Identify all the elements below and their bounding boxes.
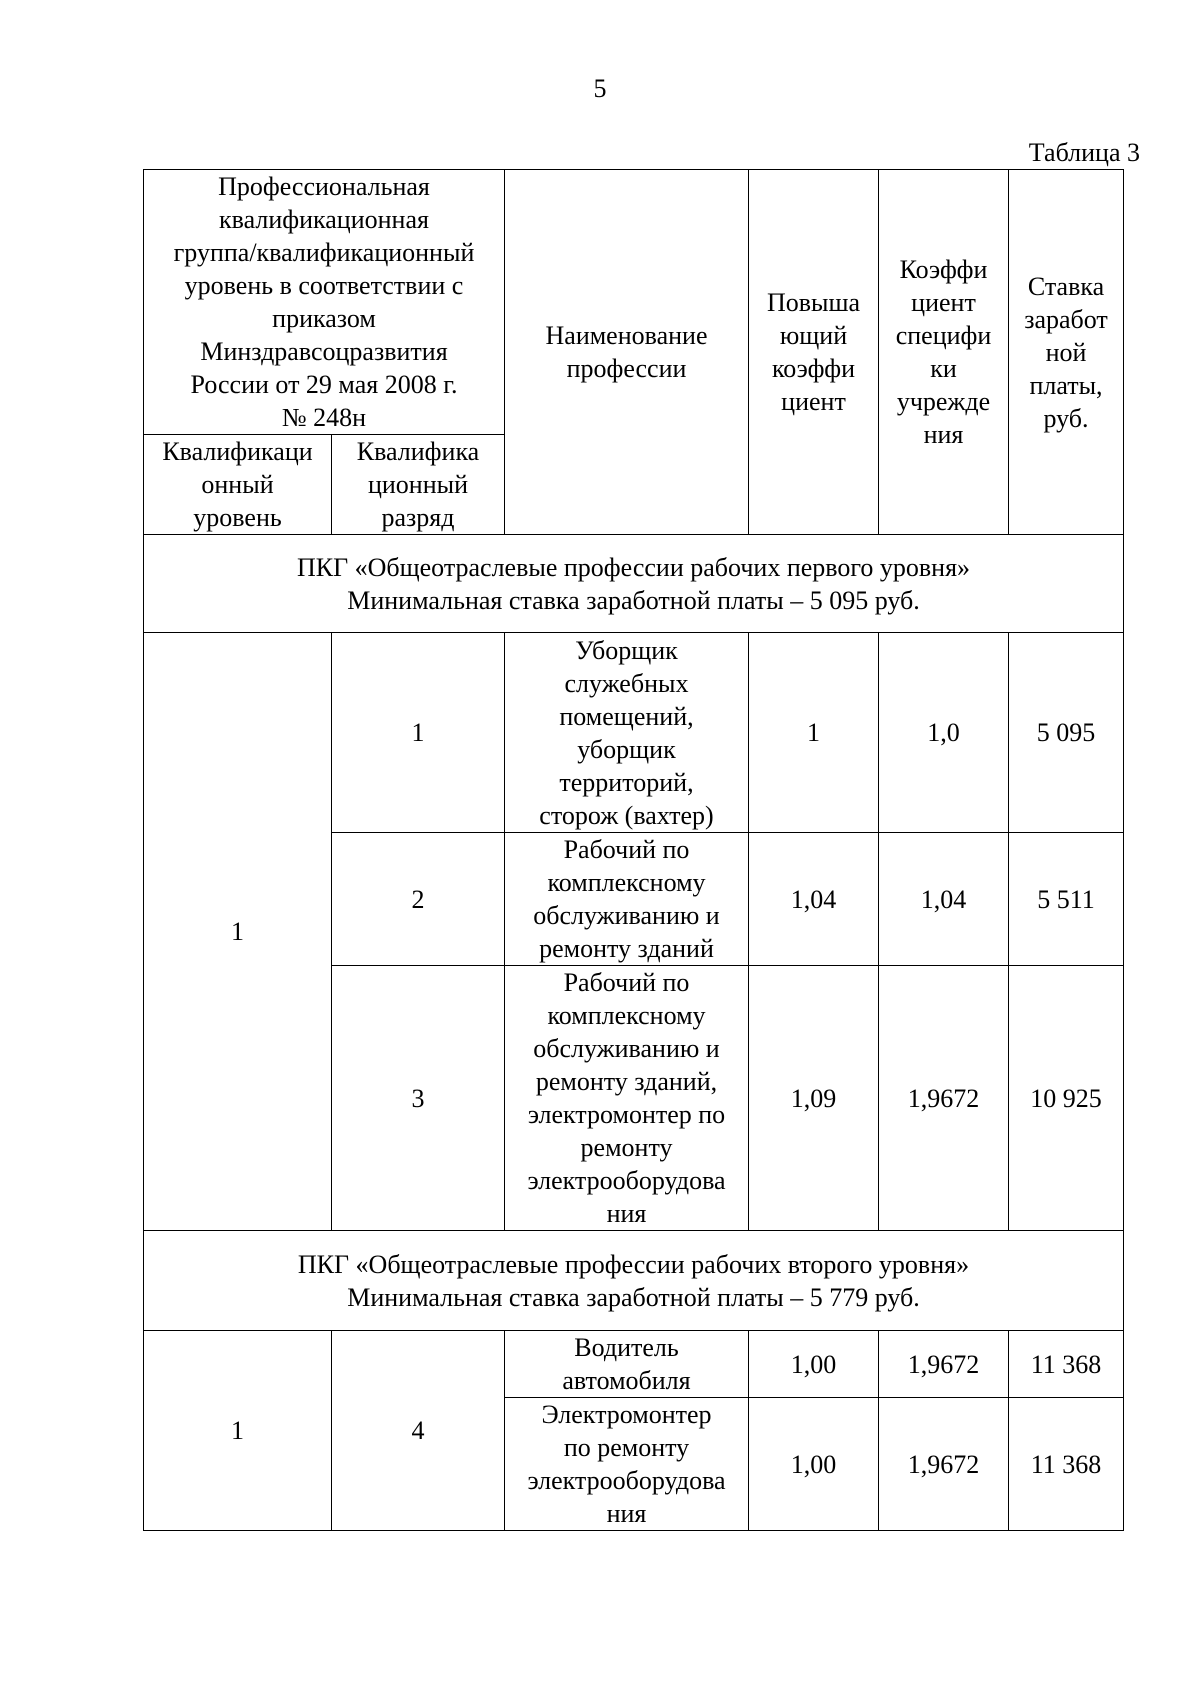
- qualification-level-cell: 1: [144, 633, 332, 1231]
- institution-coefficient-cell: 1,9672: [879, 966, 1009, 1231]
- group-title: ПКГ «Общеотраслевые профессии рабочих второго уровня»: [297, 1249, 970, 1279]
- salary-rate-cell: 5 095: [1009, 633, 1124, 833]
- raising-coefficient-cell: 1: [749, 633, 879, 833]
- profession-name-cell: Рабочий по комплексному обслуживанию и ремонту зданий, электромонтер по ремонту электрооборудова ния: [505, 966, 749, 1231]
- group-heading: [144, 1231, 1124, 1331]
- institution-coefficient-cell: 1,04: [879, 833, 1009, 966]
- salary-table: [143, 169, 1124, 1531]
- group-heading: [144, 535, 1124, 633]
- salary-rate-cell: 5 511: [1009, 833, 1124, 966]
- header-institution-coefficient: Коэффи циент специфи ки учрежде ния: [879, 170, 1009, 535]
- profession-name-cell: Уборщик служебных помещений, уборщик территорий, сторож (вахтер): [505, 633, 749, 833]
- qualification-grade-cell: 1: [332, 633, 505, 833]
- qualification-grade-cell: 3: [332, 966, 505, 1231]
- table-row: [144, 1331, 1124, 1398]
- raising-coefficient-cell: 1,00: [749, 1398, 879, 1531]
- group-title: ПКГ «Общеотраслевые профессии рабочих первого уровня»: [296, 552, 971, 582]
- header-pkg-group: Профессиональная квалификационная группа/квалификационный уровень в соответствии с приказом Минздравсоцразвития России от 29 мая 2008 г. № 248н: [144, 170, 505, 435]
- salary-rate-cell: 11 368: [1009, 1398, 1124, 1531]
- qualification-grade-cell: 4: [332, 1331, 505, 1531]
- profession-name-cell: Рабочий по комплексному обслуживанию и ремонту зданий: [505, 833, 749, 966]
- header-profession-name: Наименование профессии: [505, 170, 749, 535]
- page-number: 5: [593, 74, 607, 103]
- header-salary-rate: Ставка заработ ной платы, руб.: [1009, 170, 1124, 535]
- profession-name-cell: Водитель автомобиля: [505, 1331, 749, 1398]
- salary-rate-cell: 10 925: [1009, 966, 1124, 1231]
- table-caption: Таблица 3: [1028, 138, 1140, 167]
- raising-coefficient-cell: 1,09: [749, 966, 879, 1231]
- header-qualification-grade: Квалифика ционный разряд: [332, 435, 505, 535]
- qualification-level-cell: 1: [144, 1331, 332, 1531]
- group-min-rate: Минимальная ставка заработной платы – 5 095 руб.: [347, 585, 920, 615]
- raising-coefficient-cell: 1,00: [749, 1331, 879, 1398]
- group-min-rate: Минимальная ставка заработной платы – 5 779 руб.: [347, 1282, 920, 1312]
- raising-coefficient-cell: 1,04: [749, 833, 879, 966]
- institution-coefficient-cell: 1,9672: [879, 1331, 1009, 1398]
- institution-coefficient-cell: 1,0: [879, 633, 1009, 833]
- salary-rate-cell: 11 368: [1009, 1331, 1124, 1398]
- table-row: [144, 633, 1124, 833]
- qualification-grade-cell: 2: [332, 833, 505, 966]
- profession-name-cell: Электромонтер по ремонту электрооборудова ния: [505, 1398, 749, 1531]
- institution-coefficient-cell: 1,9672: [879, 1398, 1009, 1531]
- header-raising-coefficient: Повыша ющий коэффи циент: [749, 170, 879, 535]
- header-qualification-level: Квалификаци онный уровень: [144, 435, 332, 535]
